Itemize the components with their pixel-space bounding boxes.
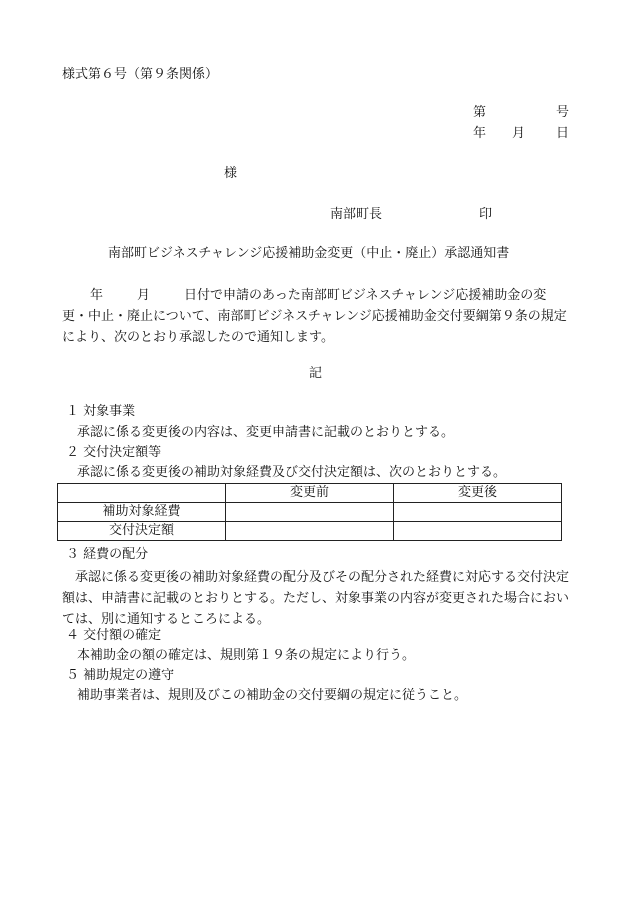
table-row [58,522,562,541]
table-row-label-grant-amount: 交付決定額 [58,522,226,541]
table-cell-before [226,522,394,541]
section-4-body: 本補助金の額の確定は、規則第１９条の規定により行う。 [77,648,416,663]
date-year: 年 [473,126,487,141]
section-5-heading: ５ 補助規定の遵守 [66,668,175,683]
table-header-row [58,484,562,503]
table-row-label-subsidy-cost: 補助対象経費 [58,503,226,522]
ki-label: 記 [309,366,323,381]
section-1-heading: １ 対象事業 [66,404,136,419]
table-header-before: 変更前 [226,484,394,503]
table-corner-cell [58,484,226,503]
table-row [58,503,562,522]
amount-table [57,483,562,541]
date-day: 日 [556,126,570,141]
intro-paragraph [62,285,570,348]
section-2-body: 承認に係る変更後の補助対象経費及び交付決定額は、次のとおりとする。 [77,465,507,480]
doc-number-prefix: 第 [473,105,487,120]
seal-mark: 印 [479,207,493,222]
intro-month: 月 [137,288,151,303]
form-label: 様式第６号（第９条関係） [62,67,219,82]
document-title: 南部町ビジネスチャレンジ応援補助金変更（中止・廃止）承認通知書 [108,246,510,261]
table-cell-after [394,522,562,541]
date-month: 月 [512,126,526,141]
section-2-heading: ２ 交付決定額等 [66,445,162,460]
section-4-heading: ４ 交付額の確定 [66,628,162,643]
intro-text: 日付で申請のあった南部町ビジネスチャレンジ応援補助金の変更・中止・廃止について、南部町ビジネスチャレンジ応援補助金交付要綱第９条の規定により、次のとおり承認したので通知します。 [62,288,567,345]
table-cell-after [394,503,562,522]
recipient-suffix: 様 [224,166,238,181]
intro-year: 年 [90,288,104,303]
section-3-heading: ３ 経費の配分 [66,547,149,562]
section-3-body: 承認に係る変更後の補助対象経費の配分及びその配分された経費に対応する交付決定額は、申請書に記載のとおりとする。ただし、対象事業の内容が変更された場合においては、別に通知するところによる。 [62,570,570,627]
table-header-after: 変更後 [394,484,562,503]
section-5-body: 補助事業者は、規則及びこの補助金の交付要綱の規定に従うこと。 [77,688,468,703]
section-1-body: 承認に係る変更後の内容は、変更申請書に記載のとおりとする。 [77,425,455,440]
table-cell-before [226,503,394,522]
section-3-body-wrapper [62,567,570,630]
sender-name: 南部町長 [330,207,383,222]
doc-number-suffix: 号 [556,105,570,120]
